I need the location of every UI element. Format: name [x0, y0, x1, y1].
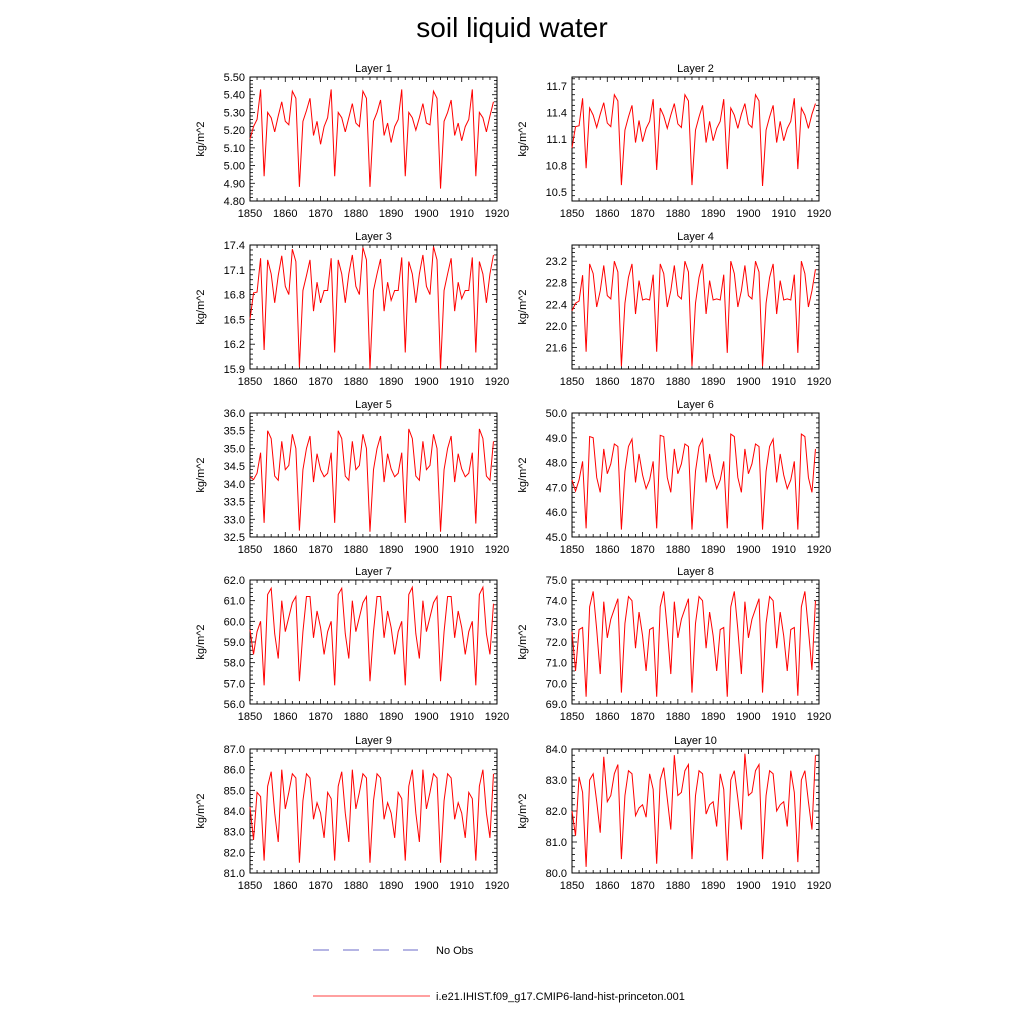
x-tick-label: 1880	[343, 376, 369, 388]
x-tick-label: 1860	[595, 544, 620, 556]
x-tick-label: 1880	[343, 208, 369, 220]
y-tick-label: 22.0	[545, 320, 567, 333]
y-tick-label: 81.0	[545, 837, 567, 849]
legend-label-no-obs: No Obs	[436, 945, 474, 957]
x-tick-label: 1920	[484, 880, 510, 892]
y-axis-label: kg/m^2	[517, 457, 529, 493]
y-tick-label: 48.0	[545, 457, 567, 470]
x-tick-label: 1850	[237, 544, 263, 556]
x-tick-label: 1910	[771, 880, 796, 892]
y-tick-label: 34.0	[223, 478, 245, 491]
x-tick-label: 1900	[414, 544, 439, 556]
x-tick-label: 1880	[343, 544, 369, 556]
y-tick-label: 81.0	[223, 868, 245, 880]
y-tick-label: 50.0	[545, 408, 567, 420]
plot-frame	[250, 580, 497, 704]
x-tick-label: 1890	[378, 711, 404, 723]
y-tick-label: 61.0	[223, 595, 245, 608]
x-tick-label: 1900	[414, 208, 439, 220]
figure-title: soil liquid water	[416, 12, 608, 43]
y-tick-label: 32.5	[223, 532, 245, 544]
series-line	[250, 587, 493, 685]
x-tick-label: 1910	[449, 880, 474, 892]
series-line	[572, 754, 815, 867]
panel-layer-6	[517, 399, 831, 556]
panel-layer-9	[195, 735, 509, 892]
y-tick-label: 58.0	[223, 657, 245, 670]
y-tick-label: 56.0	[223, 699, 245, 711]
y-tick-label: 57.0	[223, 678, 245, 691]
y-tick-label: 60.0	[223, 616, 245, 629]
x-tick-label: 1920	[484, 544, 510, 556]
x-tick-label: 1920	[806, 880, 832, 892]
y-tick-label: 5.10	[223, 142, 245, 155]
panel-title: Layer 4	[677, 231, 714, 243]
y-tick-label: 83.0	[545, 775, 567, 787]
x-tick-label: 1890	[700, 376, 726, 388]
panel-layer-1	[195, 63, 509, 220]
y-tick-label: 22.4	[545, 299, 567, 312]
x-tick-label: 1870	[308, 711, 333, 723]
panel-layer-7	[195, 566, 509, 723]
y-tick-label: 11.4	[546, 107, 567, 120]
panel-title: Layer 6	[677, 399, 714, 411]
panel-layer-4	[517, 231, 831, 388]
y-tick-label: 35.5	[223, 425, 245, 438]
y-axis-label: kg/m^2	[195, 121, 207, 157]
x-tick-label: 1900	[736, 376, 761, 388]
panel-title: Layer 9	[355, 735, 392, 747]
x-tick-label: 1870	[630, 376, 655, 388]
y-tick-label: 47.0	[545, 482, 567, 495]
legend	[313, 945, 685, 1003]
x-tick-label: 1860	[595, 208, 620, 220]
x-tick-label: 1920	[484, 208, 510, 220]
x-tick-label: 1890	[700, 208, 726, 220]
y-tick-label: 16.5	[223, 314, 245, 327]
series-line	[572, 261, 815, 366]
y-tick-label: 34.5	[223, 461, 245, 474]
x-tick-label: 1920	[484, 711, 510, 723]
x-tick-label: 1900	[736, 544, 761, 556]
x-tick-label: 1920	[806, 544, 832, 556]
x-tick-label: 1870	[308, 376, 333, 388]
series-line	[572, 95, 815, 186]
y-axis-label: kg/m^2	[517, 121, 529, 157]
x-tick-label: 1900	[736, 880, 761, 892]
x-tick-label: 1900	[414, 880, 439, 892]
x-tick-label: 1910	[771, 208, 796, 220]
series-line	[250, 247, 493, 369]
panel-layer-10	[517, 735, 831, 892]
panel-layer-3	[195, 231, 509, 388]
y-tick-label: 23.2	[545, 256, 567, 269]
x-tick-label: 1880	[665, 208, 691, 220]
x-tick-label: 1860	[273, 711, 298, 723]
panel-layer-8	[517, 566, 831, 723]
y-tick-label: 82.0	[223, 847, 245, 860]
x-tick-label: 1880	[343, 880, 369, 892]
y-tick-label: 70.0	[545, 678, 567, 691]
x-tick-label: 1900	[414, 376, 439, 388]
x-tick-label: 1860	[273, 208, 298, 220]
y-tick-label: 75.0	[545, 575, 567, 587]
x-tick-label: 1860	[273, 880, 298, 892]
plot-frame	[572, 749, 819, 873]
x-tick-label: 1850	[237, 208, 263, 220]
y-axis-label: kg/m^2	[517, 624, 529, 660]
panel-title: Layer 1	[355, 63, 392, 75]
panel-layer-2	[517, 63, 831, 220]
y-tick-label: 83.0	[223, 826, 245, 839]
panel-title: Layer 5	[355, 399, 392, 411]
x-tick-label: 1850	[559, 711, 585, 723]
x-tick-label: 1880	[665, 711, 691, 723]
y-tick-label: 59.0	[223, 637, 245, 649]
plot-frame	[250, 245, 497, 369]
x-tick-label: 1910	[771, 544, 796, 556]
y-tick-label: 21.6	[545, 342, 567, 355]
y-tick-label: 33.0	[223, 514, 245, 527]
x-tick-label: 1860	[273, 376, 298, 388]
x-tick-label: 1850	[559, 376, 585, 388]
x-tick-label: 1890	[700, 544, 726, 556]
x-tick-label: 1860	[273, 544, 298, 556]
y-tick-label: 5.50	[223, 72, 245, 84]
y-tick-label: 17.4	[223, 240, 245, 252]
x-tick-label: 1870	[308, 544, 333, 556]
x-tick-label: 1890	[700, 711, 726, 723]
y-tick-label: 35.0	[223, 443, 245, 456]
x-tick-label: 1920	[806, 208, 832, 220]
x-tick-label: 1870	[308, 880, 333, 892]
y-tick-label: 10.5	[545, 187, 567, 200]
x-tick-label: 1870	[630, 711, 655, 723]
panel-layer-5	[195, 399, 509, 556]
series-line	[250, 770, 493, 863]
x-tick-label: 1850	[559, 544, 585, 556]
y-axis-label: kg/m^2	[517, 289, 529, 325]
x-tick-label: 1920	[484, 376, 510, 388]
plot-frame	[250, 749, 497, 873]
y-tick-label: 5.20	[223, 125, 245, 138]
y-tick-label: 62.0	[223, 575, 245, 587]
x-tick-label: 1900	[736, 208, 761, 220]
y-tick-label: 36.0	[223, 408, 245, 420]
x-tick-label: 1850	[237, 376, 263, 388]
legend-label-model: i.e21.IHIST.f09_g17.CMIP6-land-hist-princeton.001	[436, 991, 685, 1003]
plot-frame	[250, 77, 497, 201]
y-axis-label: kg/m^2	[195, 793, 207, 829]
panel-title: Layer 8	[677, 566, 714, 578]
x-tick-label: 1890	[378, 208, 404, 220]
y-tick-label: 80.0	[545, 868, 567, 880]
x-tick-label: 1890	[378, 880, 404, 892]
y-axis-label: kg/m^2	[195, 624, 207, 660]
x-tick-label: 1910	[771, 376, 796, 388]
x-tick-label: 1850	[559, 208, 585, 220]
x-tick-label: 1920	[806, 711, 832, 723]
y-tick-label: 5.00	[223, 160, 245, 173]
y-tick-label: 74.0	[545, 595, 567, 608]
x-tick-label: 1890	[378, 376, 404, 388]
y-tick-label: 49.0	[545, 432, 567, 445]
x-tick-label: 1920	[806, 376, 832, 388]
y-tick-label: 11.1	[546, 134, 567, 146]
panel-title: Layer 3	[355, 231, 392, 243]
plot-frame	[572, 77, 819, 201]
y-tick-label: 69.0	[545, 699, 567, 711]
y-tick-label: 82.0	[545, 806, 567, 818]
y-tick-label: 5.30	[223, 107, 245, 120]
y-tick-label: 86.0	[223, 764, 245, 777]
y-tick-label: 84.0	[223, 806, 245, 818]
series-line	[572, 434, 815, 529]
y-tick-label: 15.9	[223, 364, 245, 376]
x-tick-label: 1900	[736, 711, 761, 723]
x-tick-label: 1880	[665, 880, 691, 892]
x-tick-label: 1870	[308, 208, 333, 220]
y-tick-label: 73.0	[545, 616, 567, 629]
y-tick-label: 10.8	[545, 160, 567, 173]
x-tick-label: 1880	[343, 711, 369, 723]
x-tick-label: 1880	[665, 544, 691, 556]
series-line	[250, 429, 493, 532]
y-tick-label: 45.0	[545, 532, 567, 544]
y-tick-label: 87.0	[223, 744, 245, 756]
x-tick-label: 1910	[771, 711, 796, 723]
y-tick-label: 5.40	[223, 89, 245, 102]
panel-title: Layer 2	[677, 63, 714, 75]
panel-title: Layer 7	[355, 566, 392, 578]
y-tick-label: 4.80	[223, 196, 245, 208]
y-tick-label: 46.0	[545, 507, 567, 520]
y-tick-label: 17.1	[223, 264, 245, 277]
plot-frame	[572, 580, 819, 704]
y-tick-label: 4.90	[223, 178, 245, 191]
x-tick-label: 1910	[449, 208, 474, 220]
x-tick-label: 1890	[378, 544, 404, 556]
series-line	[572, 591, 815, 696]
x-tick-label: 1890	[700, 880, 726, 892]
y-axis-label: kg/m^2	[195, 457, 207, 493]
x-tick-label: 1910	[449, 711, 474, 723]
y-tick-label: 11.7	[546, 80, 567, 93]
x-tick-label: 1870	[630, 880, 655, 892]
x-tick-label: 1850	[237, 880, 263, 892]
y-tick-label: 84.0	[545, 744, 567, 756]
y-tick-label: 72.0	[545, 637, 567, 649]
x-tick-label: 1900	[414, 711, 439, 723]
y-tick-label: 16.8	[223, 289, 245, 302]
x-tick-label: 1860	[595, 711, 620, 723]
x-tick-label: 1870	[630, 544, 655, 556]
x-tick-label: 1910	[449, 376, 474, 388]
x-tick-label: 1850	[237, 711, 263, 723]
y-tick-label: 71.0	[545, 657, 567, 670]
x-tick-label: 1910	[449, 544, 474, 556]
y-tick-label: 85.0	[223, 785, 245, 798]
panel-title: Layer 10	[674, 735, 717, 747]
x-tick-label: 1860	[595, 376, 620, 388]
y-tick-label: 33.5	[223, 496, 245, 509]
y-axis-label: kg/m^2	[517, 793, 529, 829]
x-tick-label: 1870	[630, 208, 655, 220]
x-tick-label: 1880	[665, 376, 691, 388]
series-line	[250, 89, 493, 188]
x-tick-label: 1850	[559, 880, 585, 892]
y-axis-label: kg/m^2	[195, 289, 207, 325]
y-tick-label: 22.8	[545, 277, 567, 290]
x-tick-label: 1860	[595, 880, 620, 892]
y-tick-label: 16.2	[223, 339, 245, 352]
